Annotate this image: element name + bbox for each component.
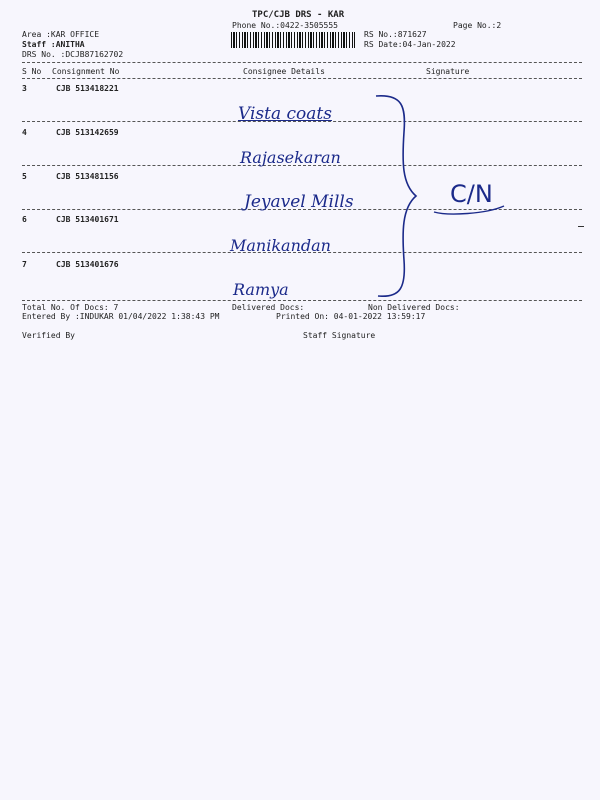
row-sno: 3 xyxy=(22,84,27,93)
handwritten-consignee: Ramya xyxy=(233,280,289,299)
non-delivered-docs: Non Delivered Docs: xyxy=(368,303,460,312)
total-docs: Total No. Of Docs: 7 xyxy=(22,303,119,312)
staff-signature: Staff Signature xyxy=(303,331,376,340)
row-sno: 6 xyxy=(22,215,27,224)
entered-by: Entered By :INDUKAR 01/04/2022 1:38:43 PM xyxy=(22,312,220,321)
col-header-consignment: Consignment No xyxy=(52,67,120,76)
rs-number: RS No.:871627 xyxy=(364,30,427,39)
row-sno: 5 xyxy=(22,172,27,181)
row-consignment: CJB 513401671 xyxy=(56,215,119,224)
row-sno: 7 xyxy=(22,260,27,269)
row-consignment: CJB 513142659 xyxy=(56,128,119,137)
staff-field: Staff :ANITHA xyxy=(22,40,85,49)
rs-date: RS Date:04-Jan-2022 xyxy=(364,40,456,49)
col-header-sno: S No xyxy=(22,67,42,76)
row-sno: 4 xyxy=(22,128,27,137)
delivered-docs: Delivered Docs: xyxy=(232,303,305,312)
area-field: Area :KAR OFFICE xyxy=(22,30,100,39)
drs-number: DRS No. :DCJB87162702 xyxy=(22,50,124,59)
verified-by: Verified By xyxy=(22,331,75,340)
row-consignment: CJB 513418221 xyxy=(56,84,119,93)
col-header-consignee: Consignee Details xyxy=(243,67,325,76)
divider xyxy=(22,62,582,63)
margin-mark xyxy=(578,226,584,227)
phone-number: Phone No.:0422-3505555 xyxy=(232,21,338,30)
row-consignment: CJB 513481156 xyxy=(56,172,119,181)
col-header-signature: Signature xyxy=(426,67,470,76)
document-title: TPC/CJB DRS - KAR xyxy=(252,10,345,20)
barcode xyxy=(231,32,355,48)
cn-mark-text: C/N xyxy=(450,180,493,208)
handwritten-consignee: Jeyavel Mills xyxy=(244,192,354,212)
divider xyxy=(22,78,582,79)
handwritten-consignee: Vista coats xyxy=(238,104,332,124)
handwritten-consignee: Manikandan xyxy=(230,236,331,255)
printed-on: Printed On: 04-01-2022 13:59:17 xyxy=(276,312,426,321)
handwritten-brace xyxy=(372,92,420,300)
row-consignment: CJB 513401676 xyxy=(56,260,119,269)
handwritten-consignee: Rajasekaran xyxy=(240,148,341,167)
page-number: Page No.:2 xyxy=(453,21,502,30)
divider xyxy=(22,300,582,301)
